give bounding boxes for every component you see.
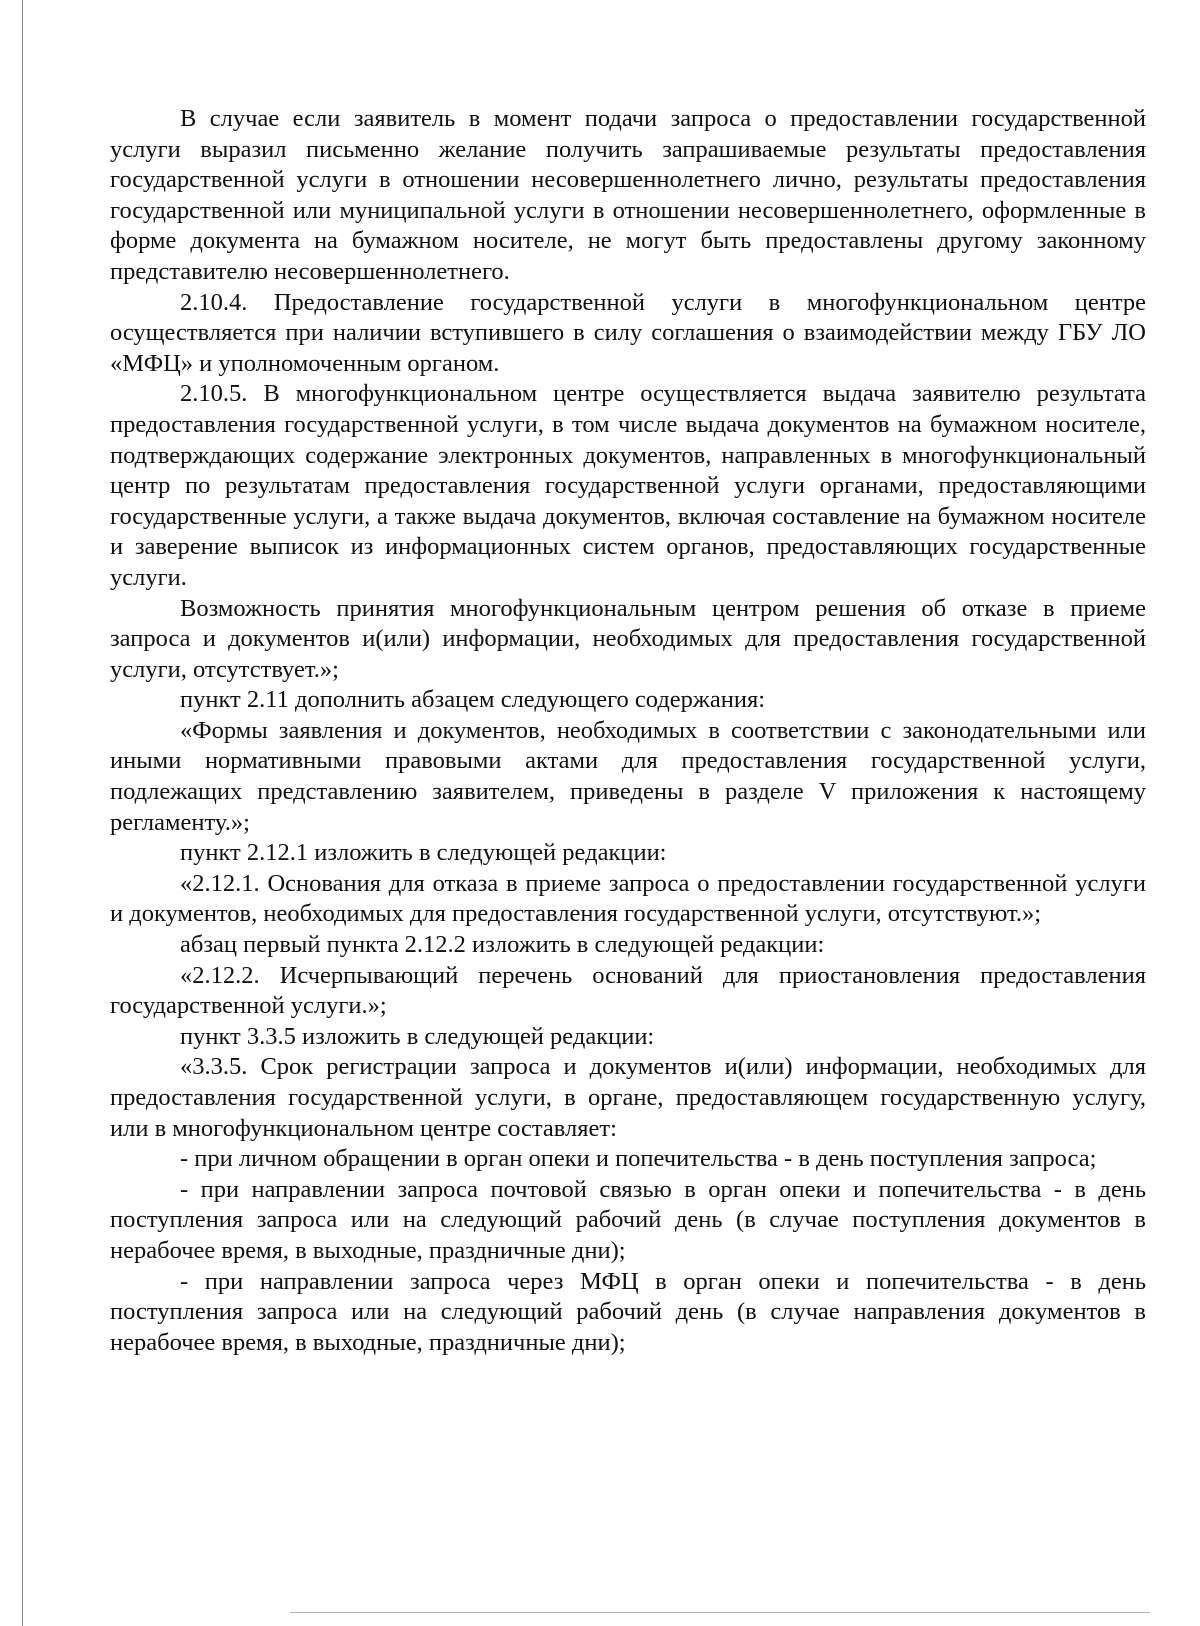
paragraph-11: пункт 3.3.5 изложить в следующей редакции: <box>180 1022 655 1050</box>
paragraph-2: 2.10.4. Предоставление государственной услуги в многофункциональном центре осуществляется при наличии вступившего в силу соглашения о взаимодействии между ГБУ ЛО «МФЦ» и уполномоченным органом. <box>110 288 1146 377</box>
paragraph-15: - при направлении запроса через МФЦ в орган опеки и попечительства - в день поступления запроса или на следующий рабочий день (в случае направления документов в нерабочее время, в выходные, праздничные дни); <box>110 1267 1146 1356</box>
paragraph-5: пункт 2.11 дополнить абзацем следующего содержания: <box>180 686 766 714</box>
paragraph-7: пункт 2.12.1 изложить в следующей редакции: <box>180 839 667 867</box>
paragraph-6: «Формы заявления и документов, необходимых в соответствии с законодательными или иными нормативными правовыми актами для предоставления государственной услуги, подлежащих представлению заявителем, приведены в разделе V приложения к настоящему регламенту.»; <box>110 716 1146 836</box>
paragraph-8: «2.12.1. Основания для отказа в приеме запроса о предоставлении государственной услуги и документов, необходимых для предоставления государственной услуги, отсутствуют.»; <box>110 869 1146 928</box>
scan-bottom-line <box>290 1612 1150 1613</box>
paragraph-3: 2.10.5. В многофункциональном центре осуществляется выдача заявителю результата предоставления государственной услуги, в том числе выдача документов на бумажном носителе, подтверждающих содержание электронных документов, направленных в многофункциональный центр по результатам предоставления государственной услуги органами, предоставляющими государственные услуги, а также выдача документов, включая составление на бумажном носителе и заверение выписок из информационных систем органов, предоставляющих государственные услуги. <box>110 380 1146 591</box>
paragraph-4: Возможность принятия многофункциональным центром решения об отказе в приеме запроса и документов и(или) информации, необходимых для предоставления государственной услуги, отсутствует.»; <box>110 594 1146 683</box>
paragraph-9: абзац первый пункта 2.12.2 изложить в следующей редакции: <box>180 931 825 959</box>
paragraph-1: В случае если заявитель в момент подачи запроса о предоставлении государственной услуги выразил письменно желание получить запрашиваемые результаты предоставления государственной услуги в отношении несовершеннолетнего лично, результаты предоставления государственной или муниципальной услуги в отношении несовершеннолетнего, оформленные в форме документа на бумажном носителе, не могут быть предоставлены другому законному представителю несовершеннолетнего. <box>110 105 1146 285</box>
paragraph-12: «3.3.5. Срок регистрации запроса и документов и(или) информации, необходимых для предоставления государственной услуги, в органе, предоставляющем государственную услугу, или в многофункциональном центре составляет: <box>110 1053 1146 1142</box>
document-body <box>110 104 1146 1358</box>
paragraph-10: «2.12.2. Исчерпывающий перечень оснований для приостановления предоставления государственной услуги.»; <box>110 961 1146 1020</box>
paragraph-14: - при направлении запроса почтовой связью в орган опеки и попечительства - в день поступления запроса или на следующий рабочий день (в случае поступления документов в нерабочее время, в выходные, праздничные дни); <box>110 1175 1146 1264</box>
scan-edge-line <box>22 0 23 1626</box>
paragraph-13: - при личном обращении в орган опеки и попечительства - в день поступления запроса; <box>180 1145 1097 1173</box>
